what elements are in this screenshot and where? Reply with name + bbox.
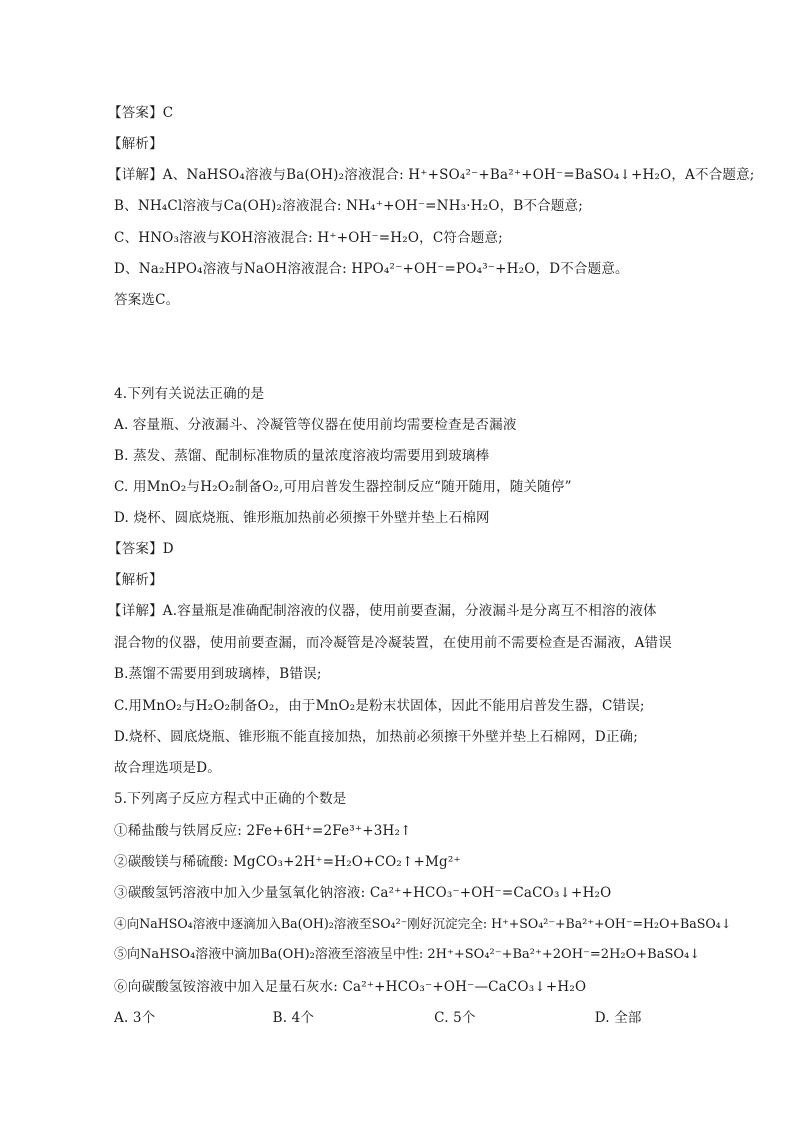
- q4-option-c: C. 用MnO₂与H₂O₂制备O₂,可用启普发生器控制反应“随开随用，随关随停”: [114, 479, 572, 495]
- q3-answer: 【答案】C: [108, 105, 174, 121]
- q4-detail-line-1: 【详解】A.容量瓶是准确配制溶液的仪器，使用前要查漏，分液漏斗是分离互不相溶的液体: [108, 603, 657, 619]
- q5-option-c: C. 5个: [434, 1010, 476, 1026]
- q5-item-4: ④向NaHSO₄溶液中逐滴加入Ba(OH)₂溶液至SO₄²⁻刚好沉淀完全: H⁺+SO₄²⁻+Ba²⁺+OH⁻=H₂O+BaSO₄↓: [114, 916, 732, 931]
- q4-answer: 【答案】D: [108, 541, 174, 557]
- q5-item-5: ⑤向NaHSO₄溶液中滴加Ba(OH)₂溶液至溶液呈中性: 2H⁺+SO₄²⁻+Ba²⁺+2OH⁻=2H₂O+BaSO₄↓: [114, 947, 701, 962]
- q4-option-a: A. 容量瓶、分液漏斗、冷凝管等仪器在使用前均需要检查是否漏液: [114, 417, 517, 433]
- q5-option-d: D. 全部: [594, 1010, 642, 1026]
- q4-detail-line-4: C.用MnO₂与H₂O₂制备O₂，由于MnO₂是粉末状固体，因此不能用启普发生器，C错误;: [114, 698, 645, 714]
- q4-option-d: D. 烧杯、圆底烧瓶、锥形瓶加热前必须擦干外壁并垫上石棉网: [114, 510, 490, 526]
- q5-item-1: ①稀盐酸与铁屑反应: 2Fe+6H⁺=2Fe³⁺+3H₂↑: [114, 823, 412, 839]
- q3-detail-b: B、NH₄Cl溶液与Ca(OH)₂溶液混合: NH₄⁺+OH⁻=NH₃·H₂O，B不合题意;: [114, 198, 583, 214]
- q5-option-b: B. 4个: [272, 1010, 315, 1026]
- q3-detail-d: D、Na₂HPO₄溶液与NaOH溶液混合: HPO₄²⁻+OH⁻=PO₄³⁻+H₂O，D不合题意。: [114, 261, 629, 277]
- q4-conclusion: 故合理选项是D。: [114, 760, 221, 776]
- q4-detail-line-3: B.蒸馏不需要用到玻璃棒，B错误;: [114, 666, 322, 682]
- q5-option-a: A. 3个: [114, 1010, 156, 1026]
- q4-analysis-heading: 【解析】: [108, 572, 163, 588]
- q3-analysis-heading: 【解析】: [108, 136, 163, 152]
- q4-detail-line-5: D.烧杯、圆底烧瓶、锥形瓶不能直接加热，加热前必须擦干外壁并垫上石棉网，D正确;: [114, 729, 639, 745]
- q4-option-b: B. 蒸发、蒸馏、配制标准物质的量浓度溶液均需要用到玻璃棒: [114, 448, 490, 464]
- q5-item-3: ③碳酸氢钙溶液中加入少量氢氧化钠溶液: Ca²⁺+HCO₃⁻+OH⁻=CaCO₃↓+H₂O: [114, 885, 612, 901]
- q3-detail-c: C、HNO₃溶液与KOH溶液混合: H⁺+OH⁻=H₂O，C符合题意;: [114, 230, 503, 246]
- q3-detail-a: 【详解】A、NaHSO₄溶液与Ba(OH)₂溶液混合: H⁺+SO₄²⁻+Ba²⁺+OH⁻=BaSO₄↓+H₂O，A不合题意;: [108, 167, 755, 183]
- q5-item-6: ⑥向碳酸氢铵溶液中加入足量石灰水: Ca²⁺+HCO₃⁻+OH⁻—CaCO₃↓+H₂O: [114, 979, 587, 995]
- q4-stem: 4.下列有关说法正确的是: [114, 386, 265, 402]
- q5-item-2: ②碳酸镁与稀硫酸: MgCO₃+2H⁺=H₂O+CO₂↑+Mg²⁺: [114, 854, 461, 870]
- q5-options: [114, 1008, 674, 1028]
- q3-conclusion: 答案选C。: [114, 292, 180, 308]
- q4-detail-line-2: 混合物的仪器，使用前要查漏，而冷凝管是冷凝装置，在使用前不需要检查是否漏液，A错误: [114, 635, 672, 651]
- q5-stem: 5.下列离子反应方程式中正确的个数是: [114, 791, 347, 807]
